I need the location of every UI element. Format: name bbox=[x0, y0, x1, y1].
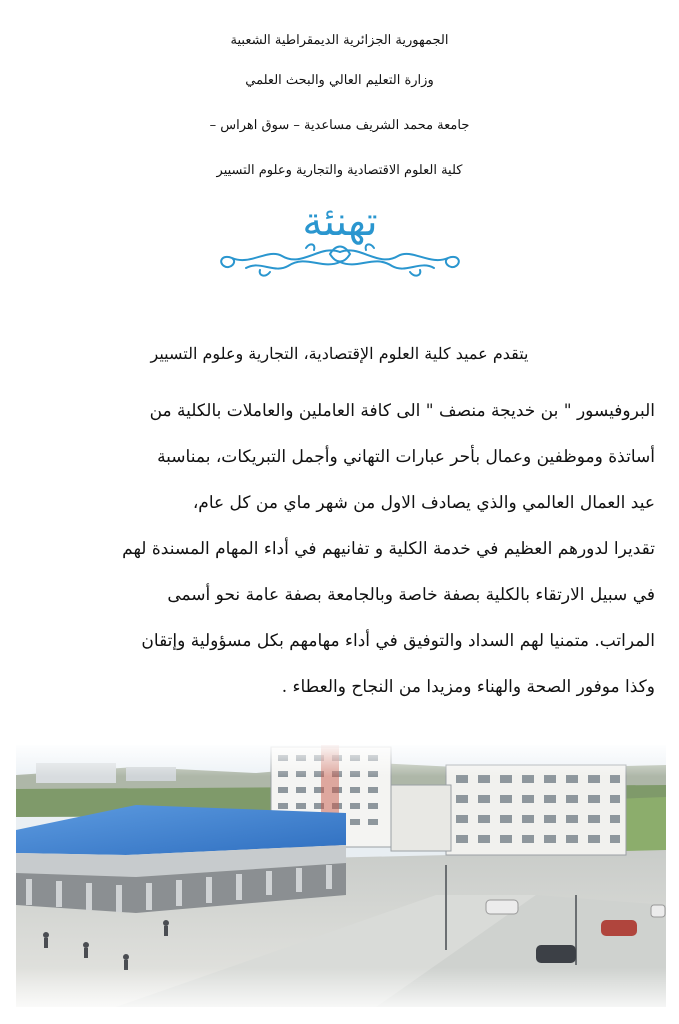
header-ministry-line: وزارة التعليم العالي والبحث العلمي bbox=[245, 73, 434, 88]
faculty-campus-photo bbox=[16, 745, 666, 1007]
header-republic-line: الجمهورية الجزائرية الديمقراطية الشعبية bbox=[230, 33, 449, 48]
header-university-line: جامعة محمد الشريف مساعدية – سوق اهراس – bbox=[209, 118, 470, 133]
header-faculty-line: كلية العلوم الاقتصادية والتجارية وعلوم التسيير bbox=[216, 163, 463, 178]
paragraph-line: في سبيل الارتقاء بالكلية بصفة خاصة وبالجامعة بصفة عامة نحو أسمى bbox=[167, 585, 655, 605]
congratulations-title: تهنئة bbox=[302, 199, 378, 245]
congratulation-paragraph bbox=[17, 388, 655, 710]
congratulations-title-block bbox=[210, 196, 470, 286]
ornament-flourish-icon bbox=[210, 240, 470, 280]
paragraph-line: وكذا موفور الصحة والهناء ومزيدا من النجاح والعطاء . bbox=[281, 677, 655, 697]
paragraph-line: عيد العمال العالمي والذي يصادف الاول من شهر ماي من كل عام، bbox=[192, 493, 655, 513]
paragraph-line: المراتب. متمنيا لهم السداد والتوفيق في أداء مهامهم بكل مسؤولية وإتقان bbox=[141, 631, 655, 651]
intro-line: يتقدم عميد كلية العلوم الإقتصادية، التجارية وعلوم التسيير bbox=[150, 344, 529, 363]
paragraph-line: البروفيسور " بن خديجة منصف " الى كافة العاملين والعاملات بالكلية من bbox=[149, 401, 655, 421]
paragraph-line: أساتذة وموظفين وعمال بأحر عبارات التهاني وأجمل التبريكات، بمناسبة bbox=[157, 447, 655, 467]
paragraph-line: تقديرا لدورهم العظيم في خدمة الكلية و تفانيهم في أداء المهام المسندة لهم bbox=[122, 539, 655, 559]
